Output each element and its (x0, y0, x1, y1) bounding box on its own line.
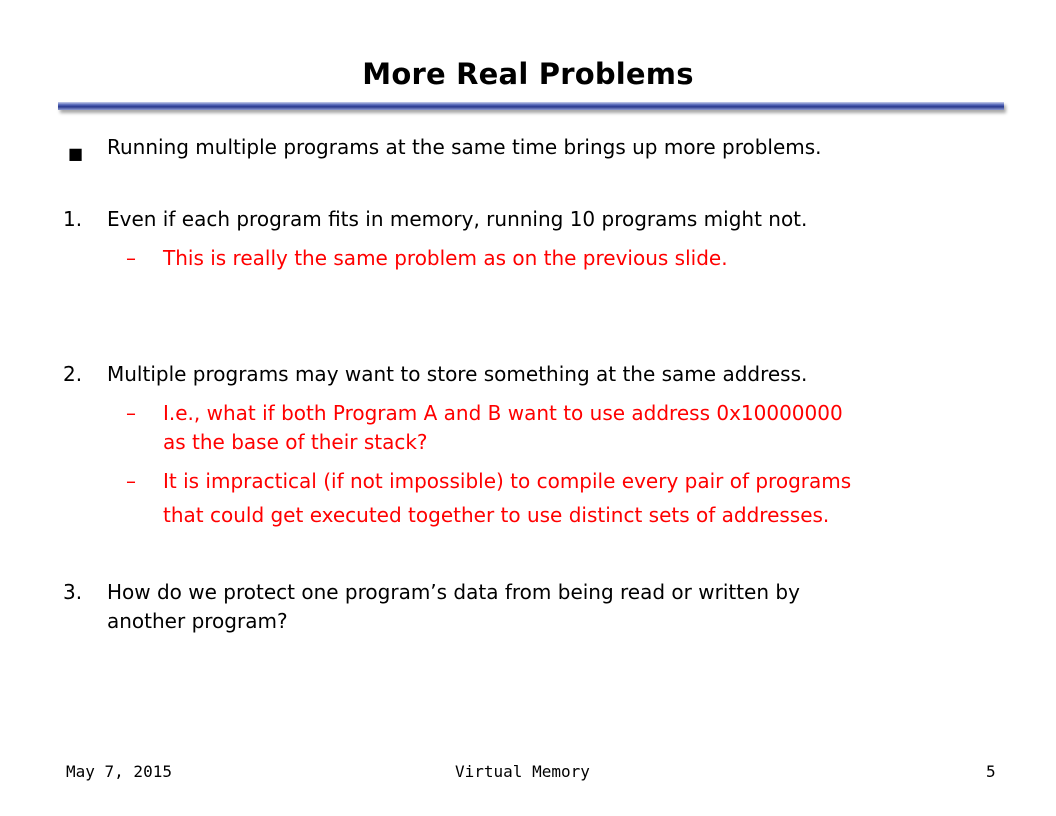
item-2-sub-2-line-2: that could get executed together to use distinct sets of addresses. (163, 503, 830, 527)
footer-page-number: 5 (986, 762, 996, 781)
dash-bullet-icon: – (126, 469, 136, 493)
title-underline-rule (58, 102, 1004, 110)
item-1-text: Even if each program fits in memory, running 10 programs might not. (107, 207, 808, 231)
item-2-sub-1-line-1: I.e., what if both Program A and B want to use address 0x10000000 (163, 401, 843, 425)
item-number: 2. (63, 362, 83, 386)
intro-bullet-text: Running multiple programs at the same time brings up more problems. (107, 135, 822, 159)
dash-bullet-icon: – (126, 401, 136, 425)
dash-bullet-icon: – (126, 246, 136, 270)
slide-title: More Real Problems (362, 57, 694, 91)
item-1-sub-1-text: This is really the same problem as on the previous slide. (163, 246, 728, 270)
item-number: 3. (63, 580, 83, 604)
item-2-sub-1-line-2: as the base of their stack? (163, 430, 428, 454)
footer-topic: Virtual Memory (455, 762, 590, 781)
square-bullet-icon: ■ (68, 144, 84, 163)
item-3-line-1: How do we protect one program’s data from being read or written by (107, 580, 800, 604)
item-3-line-2: another program? (107, 609, 288, 633)
item-2-sub-2-line-1: It is impractical (if not impossible) to compile every pair of programs (163, 469, 852, 493)
item-2-text: Multiple programs may want to store something at the same address. (107, 362, 808, 386)
item-number: 1. (63, 207, 83, 231)
footer-date: May 7, 2015 (66, 762, 172, 781)
